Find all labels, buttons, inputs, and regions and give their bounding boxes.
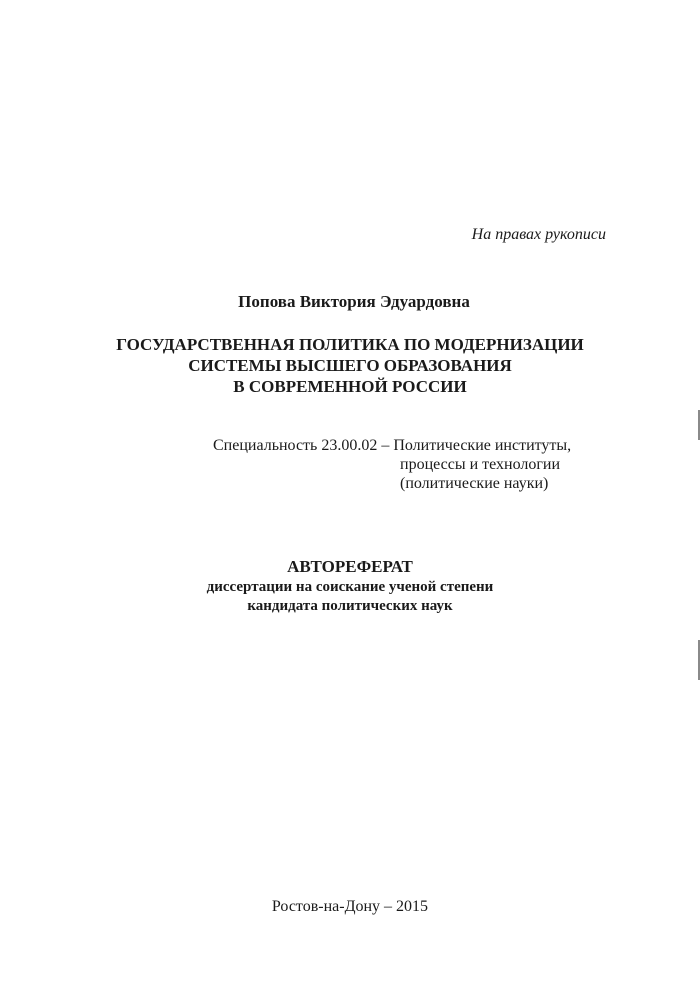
specialty-line-2: процессы и технологии bbox=[400, 456, 561, 473]
author-name: Попова Виктория Эдуардовна bbox=[238, 292, 470, 311]
abstract-heading: АВТОРЕФЕРАТ bbox=[287, 557, 413, 576]
abstract-subtitle-line-1: диссертации на соискание ученой степени bbox=[206, 579, 494, 595]
manuscript-note: На правах рукописи bbox=[471, 226, 606, 243]
dissertation-title bbox=[0, 334, 700, 397]
title-line-3: В СОВРЕМЕННОЙ РОССИИ bbox=[233, 377, 467, 396]
abstract-subtitle-line-2: кандидата политических наук bbox=[247, 598, 453, 614]
specialty-line-1: Специальность 23.00.02 – Политические институты, bbox=[213, 437, 572, 454]
city-year: Ростов-на-Дону – 2015 bbox=[271, 898, 429, 915]
specialty-block bbox=[213, 436, 571, 493]
title-line-1: ГОСУДАРСТВЕННАЯ ПОЛИТИКА ПО МОДЕРНИЗАЦИИ bbox=[116, 335, 584, 354]
title-line-2: СИСТЕМЫ ВЫСШЕГО ОБРАЗОВАНИЯ bbox=[188, 356, 512, 375]
specialty-line-3: (политические науки) bbox=[400, 475, 549, 492]
abstract-block bbox=[0, 556, 700, 616]
